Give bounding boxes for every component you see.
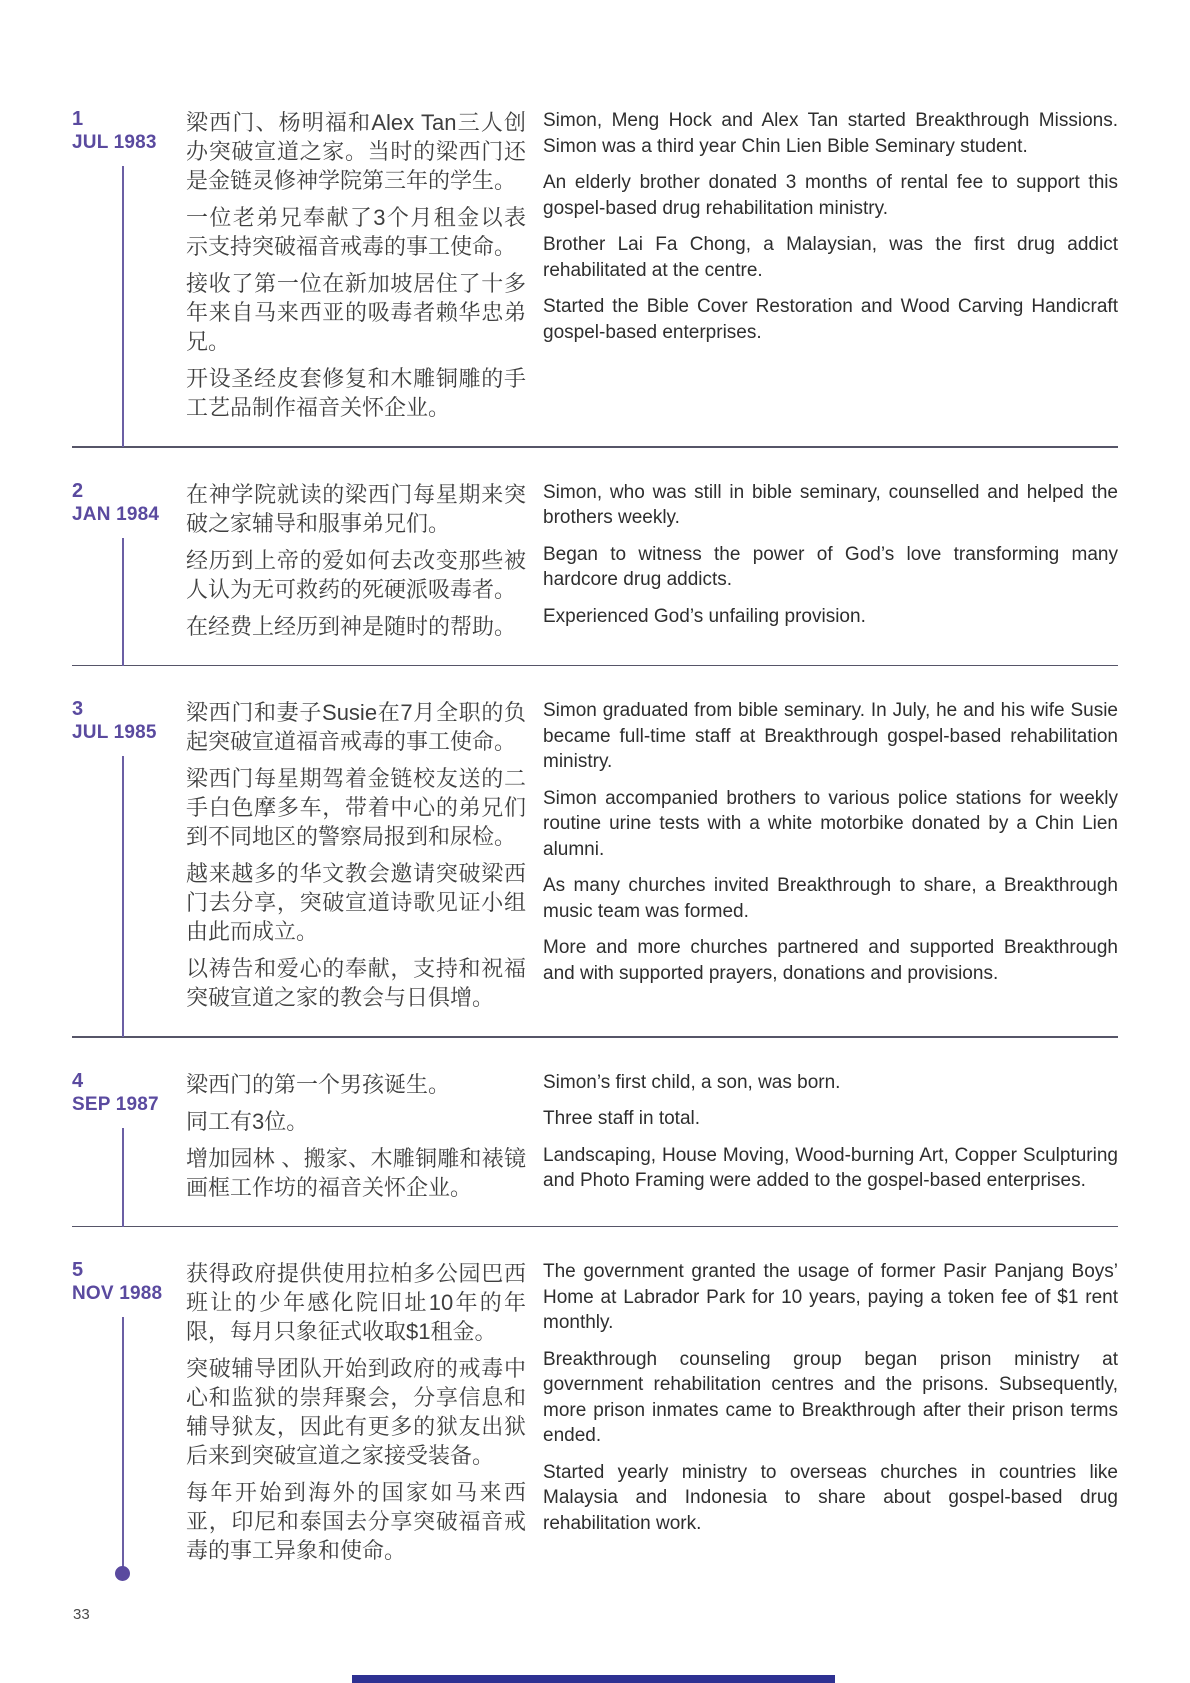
- entry-number: 3: [72, 698, 84, 720]
- timeline-entry: [72, 108, 1118, 446]
- en-paragraph: Simon’s first child, a son, was born.: [543, 1071, 841, 1093]
- zh-paragraph: 在神学院就读的梁西门每星期来突破之家辅导和服事弟兄们。: [186, 481, 526, 536]
- zh-paragraph: 梁西门每星期驾着金链校友送的二手白色摩多车，带着中心的弟兄们到不同地区的警察局报到和尿检。: [186, 766, 526, 849]
- entry-separator: [72, 665, 1118, 667]
- entry-date: SEP 1987: [72, 1093, 159, 1115]
- entry-marker: [72, 1259, 186, 1565]
- zh-paragraph: 经历到上帝的爱如何去改变那些被人认为无可救药的死硬派吸毒者。: [186, 547, 526, 602]
- zh-paragraph: 同工有3位。: [186, 1108, 309, 1134]
- en-paragraph: Simon graduated from bible seminary. In July, he and his wife Susie became full-time staff at Breakthrough gospel-based rehabilitation ministry.: [543, 700, 1118, 772]
- footer-bar: [352, 1675, 835, 1683]
- zh-paragraph: 一位老弟兄奉献了3个月租金以表示支持突破福音戒毒的事工使命。: [186, 205, 526, 259]
- timeline-entry: [72, 480, 1118, 665]
- timeline-end-dot: [115, 1566, 130, 1581]
- zh-paragraph: 梁西门和妻子Susie在7月全职的负起突破宣道福音戒毒的事工使命。: [186, 700, 526, 754]
- entry-en-column: [543, 480, 1118, 641]
- timeline-line: [122, 538, 124, 666]
- zh-paragraph: 以祷告和爱心的奉献，支持和祝福突破宣道之家的教会与日俱增。: [186, 956, 526, 1010]
- en-paragraph: Landscaping, House Moving, Wood-burning Art, Copper Sculpturing and Photo Framing were added to the gospel-based enterprises.: [543, 1144, 1118, 1191]
- timeline-entry: [72, 1259, 1118, 1589]
- en-paragraph: Simon, Meng Hock and Alex Tan started Breakthrough Missions. Simon was a third year Chin Lien Bible Seminary student.: [543, 110, 1118, 157]
- en-paragraph: Three staff in total.: [543, 1108, 701, 1129]
- timeline-line: [122, 756, 124, 1037]
- en-paragraph: Breakthrough counseling group began prison ministry at government rehabilitation centres and the prisons. Subsequently, more prison inmates came to Breakthrough after their prison terms ended.: [543, 1348, 1118, 1446]
- entry-en-column: [543, 1259, 1118, 1565]
- en-paragraph: An elderly brother donated 3 months of rental fee to support this gospel-based drug rehabilitation ministry.: [543, 172, 1118, 219]
- zh-paragraph: 梁西门的第一个男孩诞生。: [186, 1071, 451, 1097]
- entry-zh-column: [186, 698, 543, 1012]
- en-paragraph: Simon, who was still in bible seminary, counselled and helped the brothers weekly.: [543, 481, 1118, 528]
- en-paragraph: Experienced God’s unfailing provision.: [543, 605, 866, 627]
- entry-zh-column: [186, 1070, 543, 1202]
- zh-paragraph: 获得政府提供使用拉柏多公园巴西班让的少年感化院旧址10年的年限，每月只象征式收取$1租金。: [186, 1261, 526, 1344]
- entry-marker: [72, 480, 186, 641]
- timeline: [72, 108, 1118, 1589]
- en-paragraph: As many churches invited Breakthrough to share, a Breakthrough music team was formed.: [543, 875, 1118, 922]
- zh-paragraph: 增加园林 、搬家、木雕铜雕和裱镜画框工作坊的福音关怀企业。: [186, 1145, 526, 1200]
- zh-paragraph: 越来越多的华文教会邀请突破梁西门去分享，突破宣道诗歌见证小组由此而成立。: [186, 861, 526, 944]
- en-paragraph: Began to witness the power of God’s love transforming many hardcore drug addicts.: [543, 543, 1118, 590]
- timeline-entry: [72, 698, 1118, 1036]
- en-paragraph: More and more churches partnered and supported Breakthrough and with supported prayers, donations and provisions.: [543, 937, 1118, 984]
- entry-marker: [72, 698, 186, 1012]
- entry-en-column: [543, 698, 1118, 1012]
- entry-number: 1: [72, 108, 84, 130]
- entry-en-column: [543, 108, 1118, 422]
- entry-marker: [72, 1070, 186, 1202]
- zh-paragraph: 每年开始到海外的国家如马来西亚，印尼和泰国去分享突破福音戒毒的事工异象和使命。: [186, 1480, 526, 1563]
- timeline-line: [122, 166, 124, 447]
- entry-date: JUL 1983: [72, 132, 157, 153]
- entry-en-column: [543, 1070, 1118, 1202]
- entry-date: JAN 1984: [72, 503, 160, 525]
- en-paragraph: The government granted the usage of former Pasir Panjang Boys’ Home at Labrador Park for 10 years, paying a token fee of $1 rent monthly.: [543, 1261, 1118, 1333]
- en-paragraph: Brother Lai Fa Chong, a Malaysian, was the first drug addict rehabilitated at the centre.: [543, 234, 1118, 281]
- entry-number: 5: [72, 1259, 84, 1281]
- timeline-entry: [72, 1070, 1118, 1226]
- en-paragraph: Started yearly ministry to overseas churches in countries like Malaysia and Indonesia to share about gospel-based drug rehabilitation work.: [543, 1461, 1118, 1534]
- zh-paragraph: 突破辅导团队开始到政府的戒毒中心和监狱的崇拜聚会，分享信息和辅导狱友，因此有更多的狱友出狱后来到突破宣道之家接受装备。: [186, 1356, 526, 1468]
- entry-separator: [72, 446, 1118, 448]
- timeline-line: [122, 1317, 124, 1573]
- en-paragraph: Simon accompanied brothers to various police stations for weekly routine urine tests with a white motorbike donated by a Chin Lien alumni.: [543, 787, 1118, 860]
- zh-paragraph: 梁西门、杨明福和Alex Tan三人创办突破宣道之家。当时的梁西门还是金链灵修神学院第三年的学生。: [186, 110, 526, 193]
- zh-paragraph: 在经费上经历到神是随时的帮助。: [186, 613, 517, 639]
- en-paragraph: Started the Bible Cover Restoration and Wood Carving Handicraft gospel-based enterprises.: [543, 296, 1118, 343]
- entry-number: 4: [72, 1069, 84, 1092]
- entry-date: JUL 1985: [72, 722, 157, 743]
- page-number: 33: [73, 1606, 90, 1623]
- entry-separator: [72, 1036, 1118, 1038]
- entry-zh-column: [186, 1259, 543, 1565]
- entry-number: 2: [72, 479, 84, 502]
- zh-paragraph: 开设圣经皮套修复和木雕铜雕的手工艺品制作福音关怀企业。: [186, 366, 526, 420]
- timeline-line: [122, 1128, 124, 1227]
- entry-marker: [72, 108, 186, 422]
- entry-zh-column: [186, 108, 543, 422]
- entry-date: NOV 1988: [72, 1283, 163, 1304]
- entry-zh-column: [186, 480, 543, 641]
- zh-paragraph: 接收了第一位在新加坡居住了十多年来自马来西亚的吸毒者赖华忠弟兄。: [186, 271, 526, 354]
- entry-separator: [72, 1226, 1118, 1228]
